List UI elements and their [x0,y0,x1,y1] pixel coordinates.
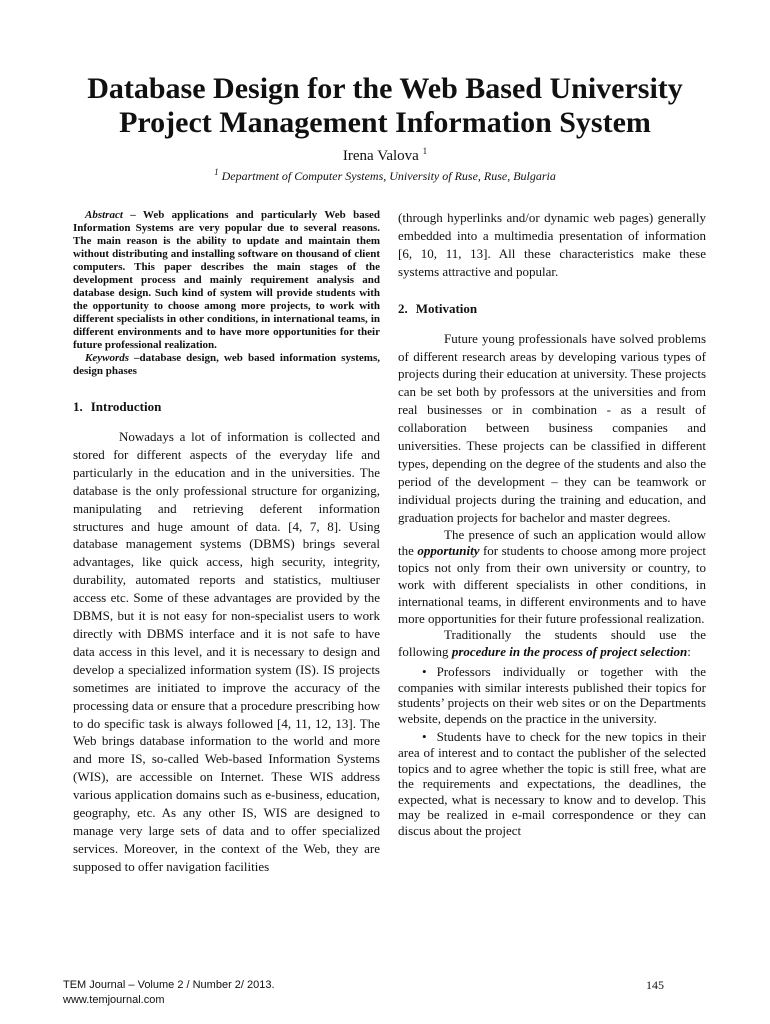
title-line-1: Database Design for the Web Based University [87,72,683,105]
motivation-paragraph-3 [398,627,706,661]
footer-journal-info [63,978,275,1008]
section-title: Motivation [415,300,478,316]
keywords-label: Keywords [85,352,129,364]
section-heading-introduction [73,399,380,415]
section-title: Introduction [90,399,162,414]
right-column [398,209,706,839]
paper-title [40,72,730,140]
bullet-icon: • [422,663,427,679]
paragraph-text: Traditionally the students should use the following [398,627,706,660]
keywords [73,352,380,378]
introduction-continuation: (through hyperlinks and/or dynamic web pages) generally embedded into a multimedia presentation of information [6, 10, 11, 13]. All these characteristics make these systems attractive and popular. [398,210,706,279]
emphasis-opportunity: opportunity [417,543,480,559]
affiliation-mark: 1 [214,167,219,177]
section-number: 1. [73,399,83,414]
section-heading-motivation [398,301,706,317]
paragraph-text: : [687,644,691,660]
paragraph-text: for students to choose among more project topics not only from their own university or country, to work with different specialists in other conditions, in international teams, in different environments and to have more opportunities for their future professional realization. [398,543,706,626]
bullet-text: Students have to check for the new topics in their area of interest and to contact the publisher of the selected topics and to agree whether the topic is still free, what are the requirements and expectations, the deadlines, the expected, what is necessary to know and to develop. This may be realized in e-mail correspondence or they can discus about the project [398,729,706,838]
paragraph-text: The presence of such an application would allow the [398,526,706,559]
abstract-label: Abstract [85,209,123,221]
footer-website: www.temjournal.com [63,994,165,1006]
page-number: 145 [646,978,664,992]
title-line-2: Project Management Information System [119,106,651,139]
keywords-text: –database design, web based information systems, design phases [73,352,380,377]
footer-journal: TEM Journal – Volume 2 / Number 2/ 2013. [63,979,275,991]
author-name: Irena Valova [342,148,419,164]
motivation-paragraph-1: Future young professionals have solved problems of different research areas by developing various types of projects during their education at university. These projects can be set both by professors at the universities and from real businesses or in combination - as a result of collaboration between business companies and universities. These projects can be classified in different types, depending on the degree of the students and also the period of the development – they can be teamwork or individual projects during the training and education, and graduation projects for bachelor and master degrees. [398,330,706,525]
affiliation-text: Department of Computer Systems, University of Ruse, Ruse, Bulgaria [221,169,556,183]
bullet-item-students [398,729,706,838]
left-column [73,209,380,876]
section-number: 2. [398,300,408,316]
author-affiliation-mark: 1 [422,146,428,156]
abstract-text: – Web applications and particularly Web based Information Systems are very popular due to several reasons. The main reason is the ability to update and maintain them without distributing and installing software on thousand of client computers. This paper describes the main stages of the development process and mainly requirement analysis and database design. Such kind of system will provide students with the opportunity to choose among more projects, to work with different specialists in other conditions, in international teams, in different environments and to have more opportunities for their future professional realization. [73,209,380,351]
emphasis-procedure: procedure in the process of project selection [451,644,688,660]
affiliation-line [0,167,770,184]
abstract [73,209,380,352]
author-line [0,146,770,165]
motivation-paragraph-2 [398,527,706,628]
bullet-item-professors [398,664,706,726]
bullet-icon: • [422,729,427,745]
bullet-text: Professors individually or together with the companies with similar interests published their topics for students’ projects on their web sites or on the Departments website, depends on the practice in the university. [398,663,706,726]
introduction-paragraph: Nowadays a lot of information is collected and stored for different aspects of the everyday life and particularly in the education and in the universities. The database is the only professional structure for organizing, manipulating and retrieving deferent information structures and huge amount of data. [4, 7, 8]. Using database management systems (DBMS) brings several advantages, like quick access, high security, integrity, durability, automated reports and statistics, multiuser access etc. Some of these advantages are provided by the DBMS, but it is not easy for non-specialist users to work directly with DBMS interface and it is not safe to have data access in this level, and it is necessary to design and develop a specialized information system (IS). IS projects sometimes are initiated to improve the accuracy of the processing data or ensure that a procedure prescribing how to do specific task is always followed [4, 11, 12, 13]. The Web brings database information to the world and more and more IS, so-called Web-based Information Systems (WIS), are accessible on Internet. These WIS address various application domains such as e-business, education, geography, etc. As any other IS, WIS are designed to manage very large sets of data and to offer specialized services. Moreover, in the context of the Web, they are supposed to offer navigation facilities [73,429,380,874]
